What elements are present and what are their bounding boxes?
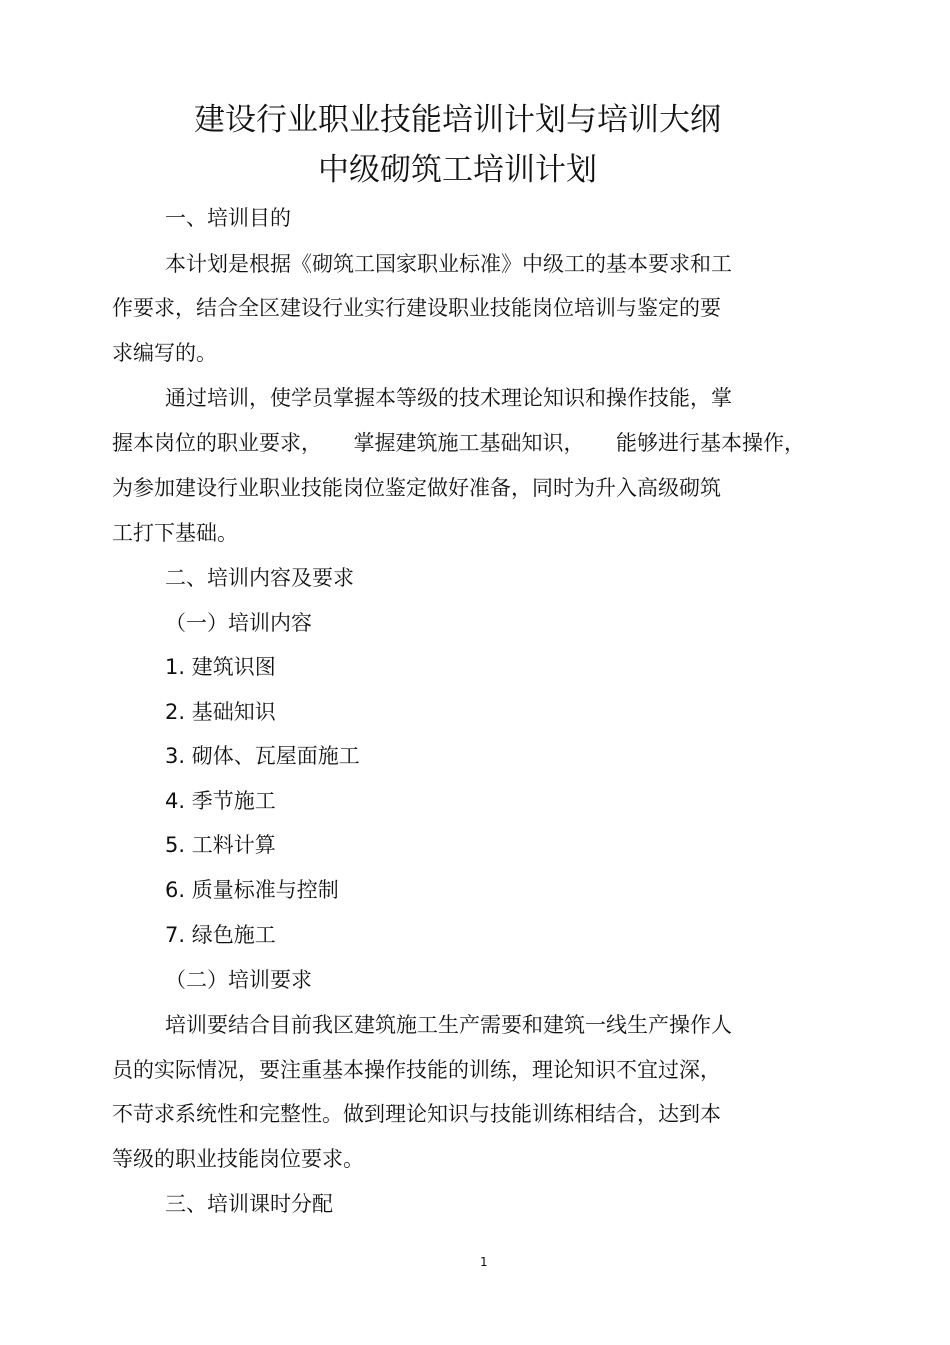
paragraph-line: 等级的职业技能岗位要求。 — [112, 1147, 364, 1171]
document-title: 建设行业职业技能培训计划与培训大纲 — [194, 102, 721, 138]
list-item: 2. 基础知识 — [165, 700, 276, 724]
page-number: 1 — [480, 1255, 488, 1269]
subsection-heading-content: （一）培训内容 — [165, 611, 312, 635]
paragraph-line: 求编写的。 — [112, 341, 217, 365]
paragraph-line: 握本岗位的职业要求， 掌握建筑施工基础知识， 能够进行基本操作， — [112, 431, 805, 455]
list-item: 1. 建筑识图 — [165, 655, 276, 679]
paragraph-line: 作要求，结合全区建设行业实行建设职业技能岗位培训与鉴定的要 — [112, 296, 721, 320]
list-item: 5. 工料计算 — [165, 833, 276, 857]
paragraph-line: 工打下基础。 — [112, 521, 238, 545]
section-heading-hours: 三、培训课时分配 — [165, 1192, 333, 1216]
list-item: 3. 砌体、瓦屋面施工 — [165, 744, 360, 768]
paragraph-line: 培训要结合目前我区建筑施工生产需要和建筑一线生产操作人 — [165, 1013, 732, 1037]
list-item: 7. 绿色施工 — [165, 923, 276, 947]
document-subtitle: 中级砌筑工培训计划 — [318, 152, 597, 188]
paragraph-line: 不苛求系统性和完整性。做到理论知识与技能训练相结合，达到本 — [112, 1102, 721, 1126]
section-heading-content: 二、培训内容及要求 — [165, 566, 354, 590]
paragraph-line: 本计划是根据《砌筑工国家职业标准》中级工的基本要求和工 — [165, 252, 732, 276]
paragraph-line: 为参加建设行业职业技能岗位鉴定做好准备，同时为升入高级砌筑 — [112, 476, 721, 500]
paragraph-line: 员的实际情况，要注重基本操作技能的训练，理论知识不宜过深， — [112, 1058, 721, 1082]
list-item: 6. 质量标准与控制 — [165, 878, 339, 902]
section-heading-purpose: 一、培训目的 — [165, 206, 291, 230]
subsection-heading-requirements: （二）培训要求 — [165, 968, 312, 992]
paragraph-line: 通过培训，使学员掌握本等级的技术理论知识和操作技能，掌 — [165, 386, 732, 410]
list-item: 4. 季节施工 — [165, 789, 276, 813]
